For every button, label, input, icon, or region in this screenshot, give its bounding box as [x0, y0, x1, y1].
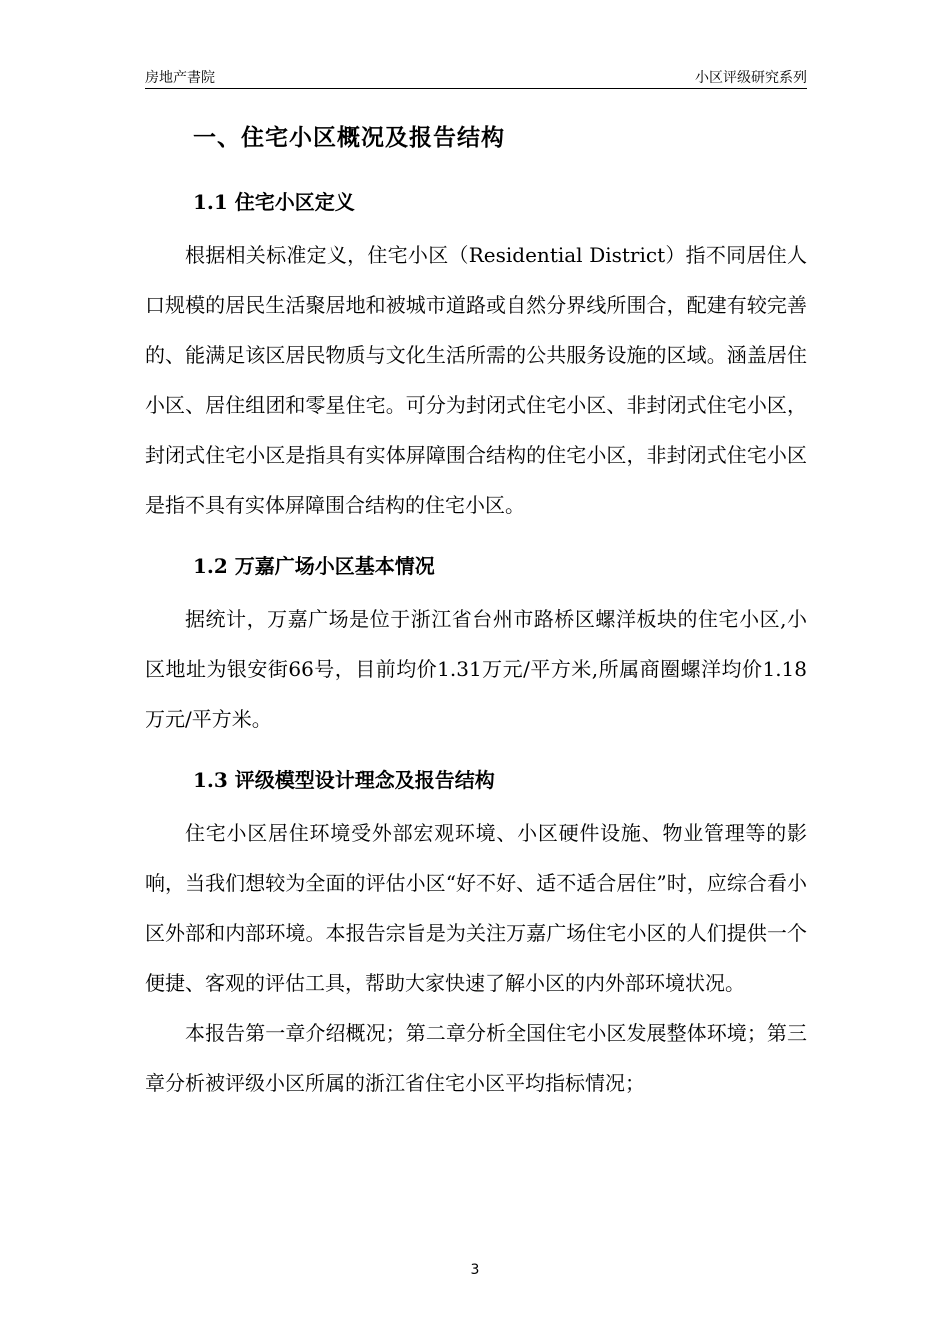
paragraph: 根据相关标准定义，住宅小区（Residential District）指不同居住人口规模的居民生活聚居地和被城市道路或自然分界线所围合，配建有较完善的、能满足该区居民物质与文化生活所需的公共服务设施的区域。涵盖居住小区、居住组团和零星住宅。可分为封闭式住宅小区、非封闭式住宅小区，封闭式住宅小区是指具有实体屏障围合结构的住宅小区，非封闭式住宅小区是指不具有实体屏障围合结构的住宅小区。: [145, 243, 807, 517]
section-1-3: [145, 754, 807, 1108]
header-left-text: 房地产書院: [145, 70, 215, 86]
paragraph: 住宅小区居住环境受外部宏观环境、小区硬件设施、物业管理等的影响，当我们想较为全面的评估小区“好不好、适不适合居住”时，应综合看小区外部和内部环境。本报告宗旨是为关注万嘉广场住宅小区的人们提供一个便捷、客观的评估工具，帮助大家快速了解小区的内外部环境状况。: [145, 821, 807, 995]
page-number: 3: [470, 1262, 480, 1278]
chapter-title: 一、住宅小区概况及报告结构: [193, 124, 505, 151]
section-heading: 1.3 评级模型设计理念及报告结构: [193, 768, 495, 792]
header-right-text: 小区评级研究系列: [695, 70, 807, 86]
page-content: [145, 112, 807, 1108]
header-rule: [145, 88, 807, 89]
section-1-1: [145, 176, 807, 530]
paragraph: 本报告第一章介绍概况；第二章分析全国住宅小区发展整体环境；第三章分析被评级小区所属的浙江省住宅小区平均指标情况；: [145, 1021, 807, 1095]
section-heading: 1.1 住宅小区定义: [193, 190, 355, 214]
page-header: [145, 66, 807, 90]
paragraph: 据统计，万嘉广场是位于浙江省台州市路桥区螺洋板块的住宅小区,小区地址为银安街66号，目前均价1.31万元/平方米,所属商圈螺洋均价1.18万元/平方米。: [145, 607, 807, 731]
section-1-2: [145, 540, 807, 744]
section-heading: 1.2 万嘉广场小区基本情况: [193, 554, 435, 578]
